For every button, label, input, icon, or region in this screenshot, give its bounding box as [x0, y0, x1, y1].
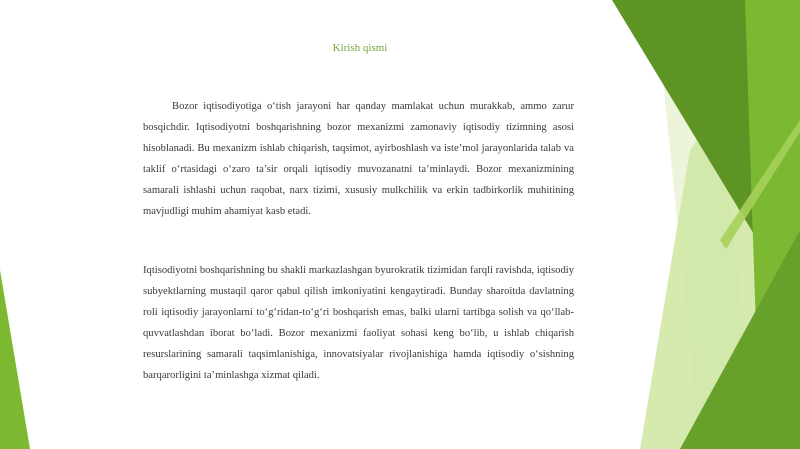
page-title: Kirish qismi — [332, 42, 388, 54]
paragraph-1: Bozor iqtisodiyotiga o‘tish jarayoni har qanday mamlakat uchun murakkab, ammo zarur bosqichdir. Iqtisodiyotni boshqarishning bozor mexanizmi zamonaviy iqtisodiy tizimning asosi hisoblanadi. Bu mexanizm ishlab chiqarish, taqsimot, ayirboshlash va iste’mol jarayonlarida talab va taklif o‘rtasidagi o‘zaro ta’sir orqali iqtisodiy muvozanatni ta’minlaydi. Bozor mexanizmining samarali ishlashi uchun raqobat, narx tizimi, xususiy mulkchilik va erkin tadbirkorlik muhitining mavjudligi muhim ahamiyat kasb etadi. — [143, 101, 574, 217]
paragraph-2: Iqtisodiyotni boshqarishning bu shakli markazlashgan byurokratik tizimidan farqli ravishda, iqtisodiy subyektlarning mustaqil qaror qabul qilish imkoniyatini kengaytiradi. Bunday sharoitda davlatning roli iqtisodiy jarayonlarni to‘g‘ridan-to‘g‘ri boshqarish emas, balki ularni tartibga solish va qo‘llab-quvvatlashdan iborat bo‘ladi. Bozor mexanizmi faoliyat sohasi keng bo‘lib, u ishlab chiqarish resurslarining samarali taqsimlanishiga, innovatsiyalar rivojlanishiga hamda iqtisodiy o‘sishning barqarorligini ta’minlashga xizmat qiladi. — [143, 265, 574, 381]
left-corner-triangle — [0, 270, 30, 449]
